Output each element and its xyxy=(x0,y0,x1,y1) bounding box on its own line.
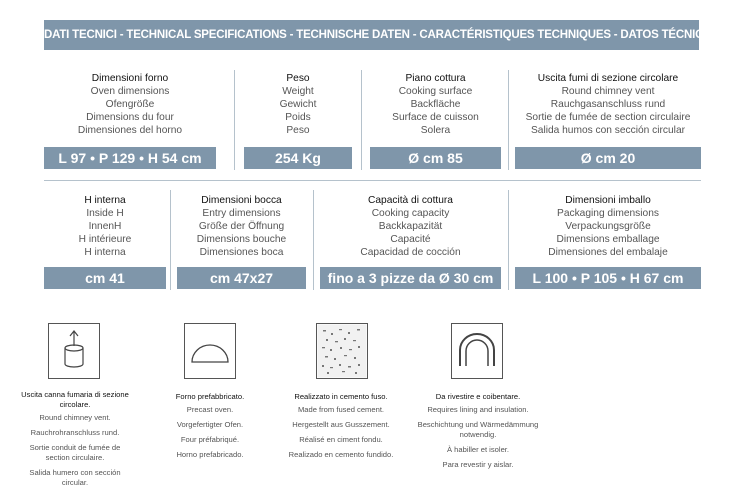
icon-caption-line: Round chimney vent. xyxy=(39,413,111,422)
specs-header: DATI TECNICI - TECHNICAL SPECIFICATIONS - TECHNISCHE DATEN - CARACTÉRISTIQUES TECHNIQUES - DATOS TÉCNICOS xyxy=(44,20,699,50)
spec-title: H interna xyxy=(84,195,126,206)
spec-line: H interna xyxy=(84,247,126,258)
spec-line: Poids xyxy=(285,112,311,123)
spec-packaging-dimensions xyxy=(515,194,701,289)
spec-entry-dimensions xyxy=(177,194,306,289)
spec-line: Dimensions emballage xyxy=(556,234,660,245)
divider xyxy=(508,70,509,170)
icon-caption-line: À habiller et isoler. xyxy=(446,445,510,454)
spec-value: Ø cm 85 xyxy=(370,147,501,169)
spec-title: Uscita fumi di sezione circolare xyxy=(537,73,679,84)
row-separator xyxy=(44,180,701,181)
spec-title: Peso xyxy=(286,73,310,84)
spec-line: Backkapazität xyxy=(378,221,443,232)
fused-cement-icon xyxy=(316,323,368,379)
spec-line: Inside H xyxy=(86,208,124,219)
spec-line: Größe der Öffnung xyxy=(198,221,285,232)
icon-caption-title: Da rivestire e coibentare. xyxy=(435,392,521,401)
prefab-oven-icon xyxy=(184,323,236,379)
icon-caption-title: Forno prefabbricato. xyxy=(175,392,245,401)
icon-caption-title: Realizzato in cemento fuso. xyxy=(294,392,388,401)
spec-inside-height xyxy=(44,194,166,289)
spec-line: Dimensions bouche xyxy=(196,234,287,245)
spec-line: Round chimney vent xyxy=(561,86,655,97)
spec-value: cm 47x27 xyxy=(177,267,306,289)
icon-caption-line: Para revestir y aislar. xyxy=(442,460,514,469)
icon-caption-line: Sortie conduit de fumée de section circulaire. xyxy=(29,443,121,462)
spec-line: Salida humos con sección circular xyxy=(530,125,686,136)
spec-cooking-surface xyxy=(370,72,501,172)
icon-caption-line: Salida humero con sección circular. xyxy=(29,468,121,487)
spec-line: InnenH xyxy=(88,221,122,232)
spec-value: L 100 • P 105 • H 67 cm xyxy=(515,267,701,289)
spec-line: Cooking capacity xyxy=(371,208,450,219)
spec-title: Dimensioni forno xyxy=(91,73,169,84)
icon-caption-line: Requires lining and insulation. xyxy=(427,405,529,414)
spec-line: Capacité xyxy=(390,234,431,245)
spec-cooking-capacity xyxy=(320,194,501,289)
spec-line: Capacidad de cocción xyxy=(360,247,461,258)
spec-value: 254 Kg xyxy=(244,147,352,169)
icon-caption-title: Uscita canna fumaria di sezione circolare. xyxy=(21,390,129,409)
icon-caption-line: Beschichtung und Wärmedämmung notwendig. xyxy=(417,420,539,439)
spec-line: Dimensions du four xyxy=(86,112,174,123)
spec-line: Surface de cuisson xyxy=(392,112,479,123)
icon-caption-line: Four préfabriqué. xyxy=(180,435,240,444)
icon-caption-chimney xyxy=(20,390,130,493)
spec-line: Oven dimensions xyxy=(90,86,170,97)
icon-caption-cement xyxy=(276,392,406,465)
spec-title: Piano cottura xyxy=(405,73,466,84)
spec-line: Sortie de fumée de section circulaire xyxy=(525,112,691,123)
spec-oven-dimensions xyxy=(44,72,216,172)
spec-line: Peso xyxy=(286,125,310,136)
spec-title: Dimensioni bocca xyxy=(201,195,282,206)
spec-line: Rauchgasanschluss rund xyxy=(550,99,666,110)
spec-line: Entry dimensions xyxy=(202,208,281,219)
spec-line: Backfläche xyxy=(410,99,461,110)
spec-title: Dimensioni imballo xyxy=(565,195,651,206)
icon-caption-line: Réalisé en ciment fondu. xyxy=(299,435,383,444)
spec-value: cm 41 xyxy=(44,267,166,289)
spec-line: Dimensiones del embalaje xyxy=(548,247,668,258)
divider xyxy=(170,190,171,290)
divider xyxy=(313,190,314,290)
icon-caption-line: Horno prefabricado. xyxy=(176,450,244,459)
chimney-vent-icon xyxy=(48,323,100,379)
spec-line: Dimensiones del horno xyxy=(77,125,183,136)
divider xyxy=(234,70,235,170)
icon-caption-prefab xyxy=(155,392,265,465)
divider xyxy=(361,70,362,170)
spec-line: Dimensiones boca xyxy=(199,247,284,258)
icon-caption-lining xyxy=(416,392,540,475)
divider xyxy=(508,190,509,290)
spec-line: Cooking surface xyxy=(398,86,473,97)
spec-title: Capacità di cottura xyxy=(368,195,453,206)
spec-chimney-vent xyxy=(515,72,701,172)
spec-line: Gewicht xyxy=(279,99,317,110)
spec-line: Solera xyxy=(420,125,451,136)
icon-caption-line: Vorgefertigter Ofen. xyxy=(176,420,244,429)
spec-line: Verpackungsgröße xyxy=(565,221,651,232)
icon-caption-line: Made from fused cement. xyxy=(297,405,385,414)
spec-line: Weight xyxy=(282,86,314,97)
spec-value: L 97 • P 129 • H 54 cm xyxy=(44,147,216,169)
icon-caption-line: Realizado en cemento fundido. xyxy=(288,450,394,459)
spec-weight xyxy=(244,72,352,172)
spec-line: Ofengröße xyxy=(105,99,155,110)
icon-caption-line: Hergestellt aus Gusszement. xyxy=(292,420,390,429)
spec-value: Ø cm 20 xyxy=(515,147,701,169)
icon-caption-line: Precast oven. xyxy=(186,405,234,414)
spec-line: H intérieure xyxy=(78,234,132,245)
spec-value: fino a 3 pizze da Ø 30 cm xyxy=(320,267,501,289)
lining-insulation-icon xyxy=(451,323,503,379)
spec-line: Packaging dimensions xyxy=(557,208,659,219)
icon-caption-line: Rauchrohranschluss rund. xyxy=(30,428,120,437)
